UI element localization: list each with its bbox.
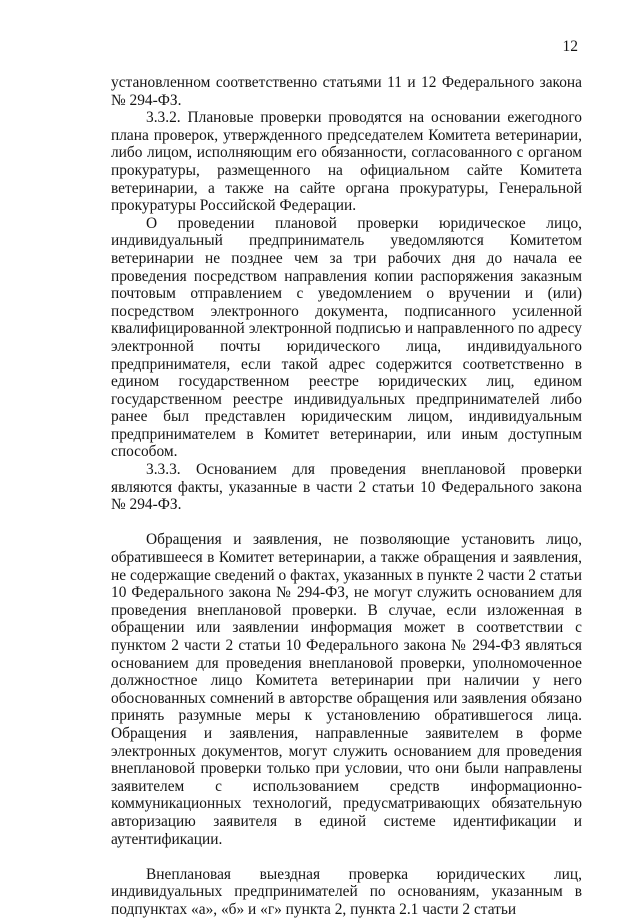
paragraph-unscheduled-field-inspection: Внеплановая выездная проверка юридических лиц, индивидуальных предпринимателей по основаниям, указанным в подпунктах «а», «б» и «г» пункта 2, пункта 2.1 части 2 статьи <box>111 865 582 918</box>
paragraph-3-3-2-planned-inspections: 3.3.2. Плановые проверки проводятся на основании ежегодного плана проверок, утвержденного председателем Комитета ветеринарии, либо лицом, исполняющим его обязанности, согласованного с органом прокуратуры, размещенного на официальном сайте Комитета ветеринарии, а также на сайте органа прокуратуры, Генеральной прокуратуры Российской Федерации. <box>111 109 582 215</box>
paragraph-appeals-and-applications: Обращения и заявления, не позволяющие установить лицо, обратившееся в Комитет ветеринарии, а также обращения и заявления, не содержащие сведений о фактах, указанных в пункте 2 части 2 статьи 10 Федерального закона № 294-ФЗ, не могут служить основанием для проведения внеплановой проверки. В случае, если изложенная в обращении или заявлении информация может в соответствии с пунктом 2 части 2 статьи 10 Федерального закона № 294-ФЗ являться основанием для проведения внеплановой проверки, уполномоченное должностное лицо Комитета ветеринарии при наличии у него обоснованных сомнений в авторстве обращения или заявления обязано принять разумные меры к установлению обратившегося лица. Обращения и заявления, направленные заявителем в форме электронных документов, могут служить основанием для проведения внеплановой проверки только при условии, что они были направлены заявителем с использованием средств информационно-коммуникационных технологий, предусматривающих обязательную авторизацию заявителя в единой системе идентификации и аутентификации. <box>111 531 582 848</box>
page-number: 12 <box>562 38 578 55</box>
paragraph-inspection-notification: О проведении плановой проверки юридическое лицо, индивидуальный предприниматель уведомляются Комитетом ветеринарии не позднее чем за три рабочих дня до начала ее проведения посредством направления копии распоряжения заказным почтовым отправлением с уведомлением о вручении и (или) посредством электронного документа, подписанного усиленной квалифицированной электронной подписью и направленного по адресу электронной почты юридического лица, индивидуального предпринимателя, если такой адрес содержится соответственно в едином государственном реестре юридических лиц, едином государственном реестре индивидуальных предпринимателей либо ранее был представлен юридическим лицом, индивидуальным предпринимателем в Комитет ветеринарии, или иным доступным способом. <box>111 214 582 461</box>
document-body <box>111 74 582 919</box>
paragraph-law-reference-continuation: установленном соответственно статьями 11 и 12 Федерального закона № 294-ФЗ. <box>111 74 582 109</box>
paragraph-3-3-3-unscheduled-grounds: 3.3.3. Основанием для проведения внеплановой проверки являются факты, указанные в части 2 статьи 10 Федерального закона № 294-ФЗ. <box>111 461 582 514</box>
